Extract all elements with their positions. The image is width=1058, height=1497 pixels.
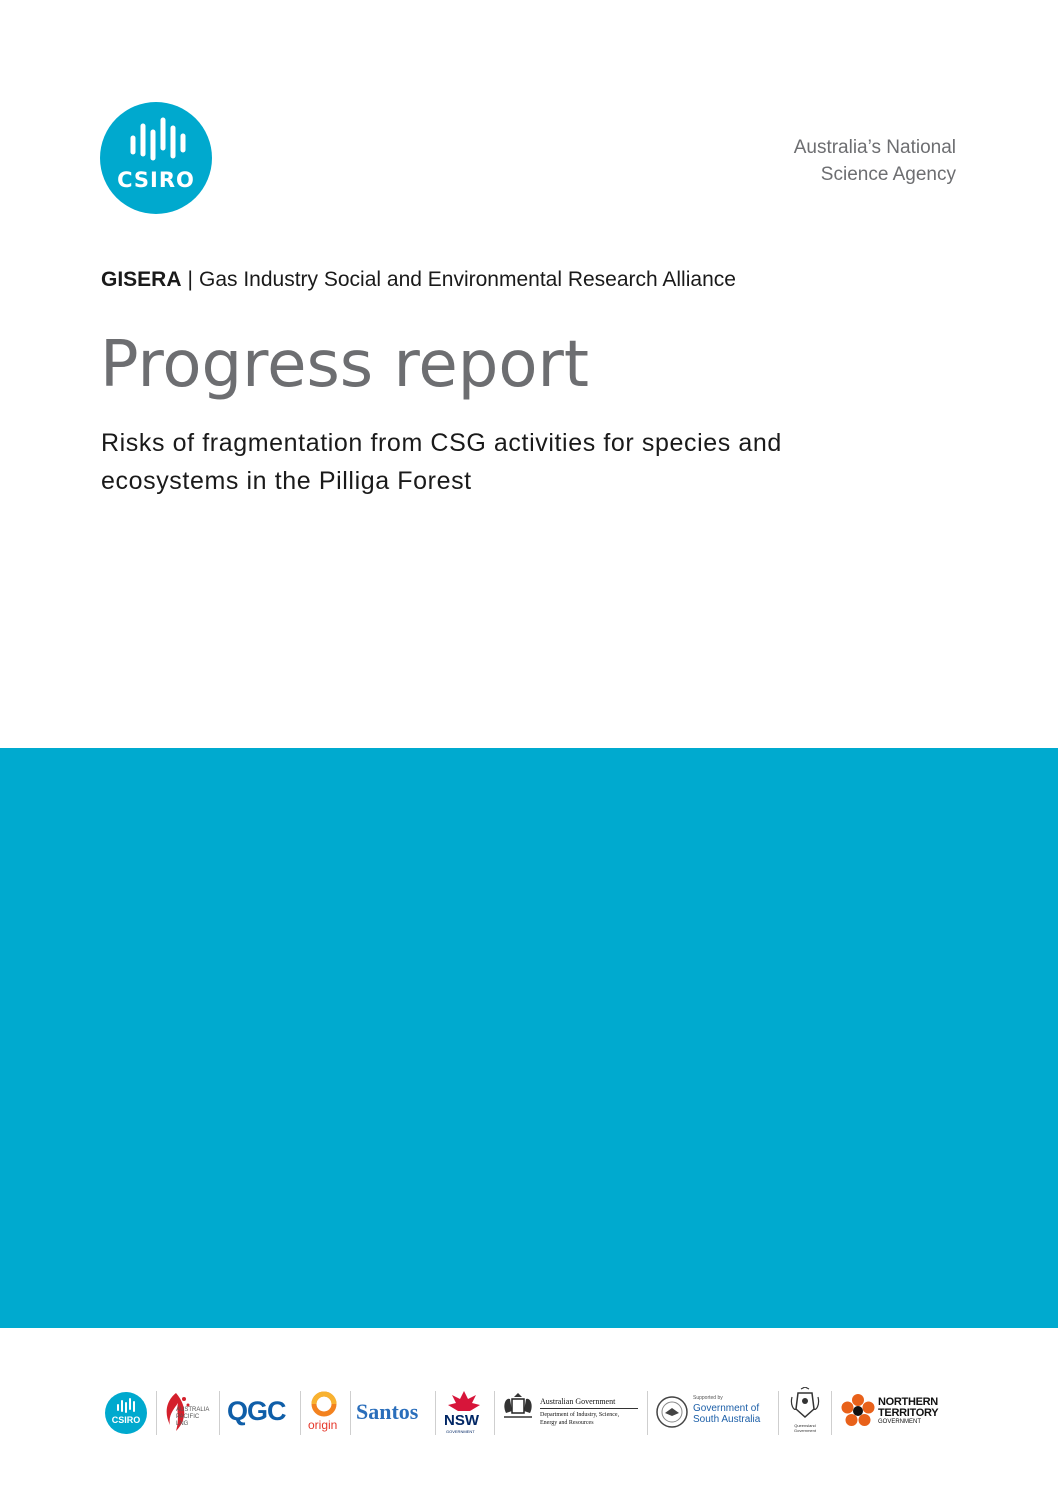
program-abbreviation: GISERA <box>101 268 182 291</box>
agency-tagline <box>794 134 956 188</box>
csiro-logo <box>100 102 212 214</box>
nt-line-2: TERRITORY <box>878 1407 939 1419</box>
partner-australian-government-logo <box>500 1385 642 1441</box>
origin-text: origin <box>308 1418 338 1432</box>
partner-divider <box>647 1391 648 1435</box>
partner-santos-logo <box>356 1385 430 1441</box>
csiro-logo-text: CSIRO <box>117 168 195 192</box>
santos-text: Santos <box>356 1399 419 1424</box>
subtitle-line-1: Risks of fragmentation from CSG activities for species and <box>101 429 782 457</box>
program-separator: | <box>187 268 193 291</box>
aplng-line-3: LNG <box>176 1421 189 1427</box>
partner-csiro-text: CSIRO <box>111 1415 141 1425</box>
partner-origin-logo <box>306 1385 342 1441</box>
nsw-sub-text: GOVERNMENT <box>446 1429 475 1434</box>
partner-northern-territory-logo <box>840 1385 952 1441</box>
nt-text <box>878 1397 938 1419</box>
sa-line-2: South Australia <box>693 1414 761 1425</box>
aus-gov-rule <box>540 1408 638 1409</box>
sturts-desert-rose-icon <box>840 1393 876 1429</box>
subtitle-line-2: ecosystems in the Pilliga Forest <box>101 467 472 495</box>
nsw-text: NSW <box>444 1412 479 1429</box>
aus-dept-line-1: Department of Industry, Science, <box>540 1412 620 1418</box>
sa-text <box>693 1403 760 1425</box>
qld-line-1: Queensland <box>794 1423 816 1428</box>
aplng-line-1: AUSTRALIA <box>176 1407 210 1413</box>
partner-divider <box>831 1391 832 1435</box>
csiro-small-icon <box>104 1391 148 1435</box>
partner-south-australia-logo <box>653 1385 773 1441</box>
partner-divider <box>494 1391 495 1435</box>
csiro-signal-icon <box>100 102 212 214</box>
aus-dept-line-2: Energy and Resources <box>540 1420 594 1426</box>
partner-divider <box>778 1391 779 1435</box>
sa-piping-shrike-icon <box>655 1395 689 1429</box>
partner-logos <box>100 1385 960 1441</box>
origin-sun-icon <box>311 1391 337 1417</box>
partner-aplng-logo <box>162 1385 214 1441</box>
cover-color-band <box>0 748 1058 1328</box>
qld-text <box>786 1423 824 1433</box>
qld-line-2: Government <box>793 1428 816 1433</box>
partner-queensland-logo <box>786 1385 826 1441</box>
coat-of-arms-icon <box>500 1391 536 1421</box>
nt-line-1: NORTHERN <box>878 1396 938 1408</box>
program-line <box>101 268 736 292</box>
partner-divider <box>350 1391 351 1435</box>
partner-divider <box>300 1391 301 1435</box>
partner-divider <box>219 1391 220 1435</box>
partner-divider <box>156 1391 157 1435</box>
partner-csiro-logo <box>104 1385 148 1441</box>
waratah-icon <box>444 1389 484 1413</box>
qld-crest-icon <box>788 1387 822 1421</box>
partner-nsw-logo <box>442 1385 488 1441</box>
aplng-text <box>176 1407 209 1428</box>
tagline-line-1: Australia’s National <box>793 137 956 158</box>
program-full-name: Gas Industry Social and Environmental Research Alliance <box>198 268 736 291</box>
aus-gov-text: Australian Government <box>540 1397 616 1406</box>
aus-dept-text <box>540 1411 619 1427</box>
qgc-text: QGC <box>227 1396 286 1426</box>
report-title: Progress report <box>100 328 589 402</box>
sa-line-1: Government of <box>693 1403 760 1414</box>
aplng-line-2: PACIFIC <box>176 1414 200 1420</box>
report-subtitle <box>101 424 921 500</box>
tagline-line-2: Science Agency <box>820 164 956 185</box>
nt-gov-text: GOVERNMENT <box>878 1419 922 1425</box>
sa-supported-text: Supported by <box>693 1395 723 1401</box>
partner-qgc-logo <box>227 1385 295 1441</box>
partner-divider <box>435 1391 436 1435</box>
